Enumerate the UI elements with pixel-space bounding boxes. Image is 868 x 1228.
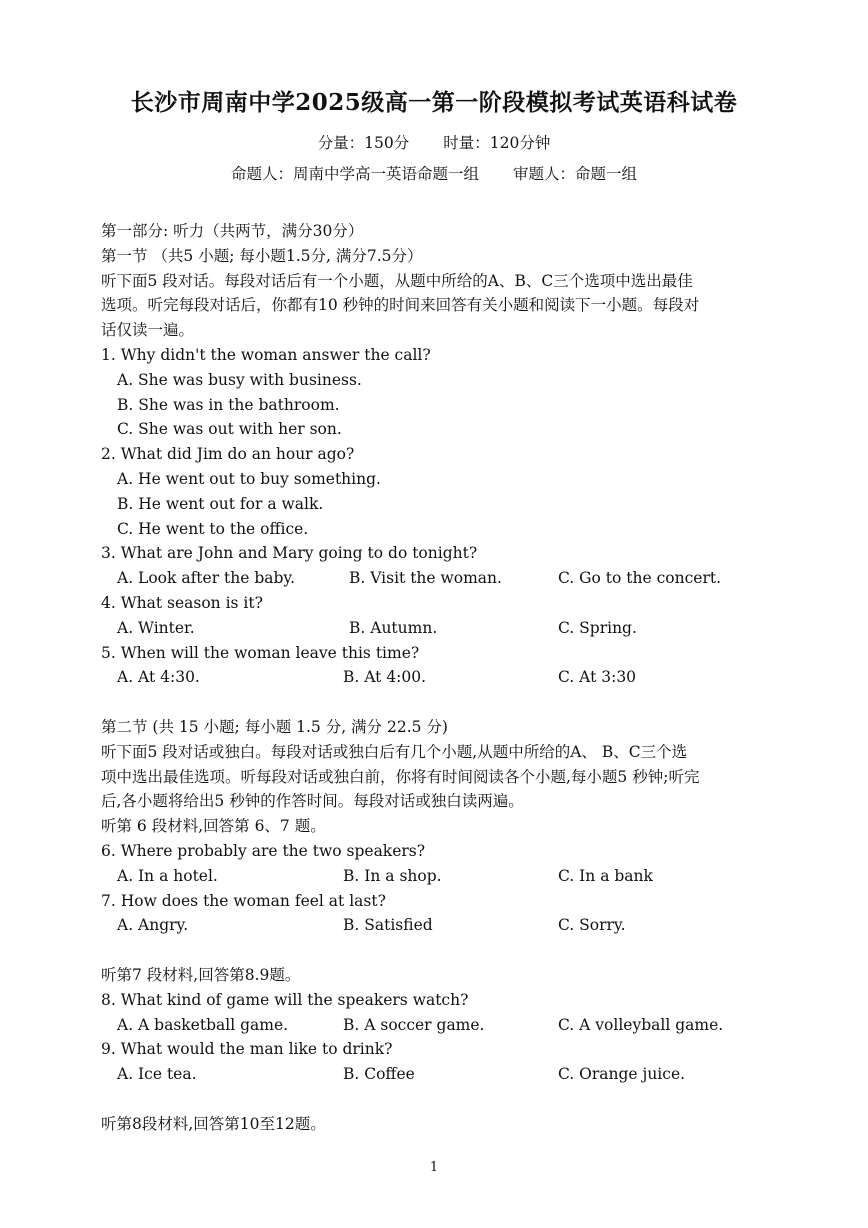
answer-option: B. Coffee [343,1065,415,1084]
exam-title: 长沙市周南中学2025级高一第一阶段模拟考试英语科试卷 [130,89,738,116]
setter-info: 命题人：周南中学高一英语命题一组 [230,165,479,183]
time-info: 时量：120分钟 [443,134,551,152]
question-text: 8. What kind of game will the speakers watch? [101,990,469,1009]
options-row [101,1013,773,1038]
score-info: 分量：150分 [317,134,410,152]
answer-option: A. In a hotel. [117,866,218,885]
question-text: 9. What would the man like to drink? [101,1040,393,1059]
section1-instructions: 选项。听完每段对话后，你都有10 秒钟的时间来回答有关小题和阅读下一小题。每段对 [101,296,700,315]
answer-option: A. At 4:30. [117,668,200,687]
question-text: 5. When will the woman leave this time? [101,643,420,662]
answer-option: B. At 4:00. [343,668,427,687]
material-heading: 听第 6 段材料,回答第 6、7 题。 [101,817,326,836]
answer-option: B. He went out for a walk. [117,494,324,513]
answer-option: C. Orange juice. [558,1065,686,1084]
section1-instructions: 听下面5 段对话。每段对话后有一个小题，从题中所给的A、B、C三个选项中选出最佳 [101,271,693,290]
material-heading: 听第8段材料,回答第10至12题。 [101,1114,326,1133]
options-row [101,566,773,591]
answer-option: C. He went to the office. [117,519,309,538]
answer-option: A. Ice tea. [117,1065,197,1084]
answer-option: C. A volleyball game. [558,1015,724,1034]
answer-option: B. She was in the bathroom. [117,395,340,414]
answer-option: B. Visit the woman. [349,569,502,588]
material-heading: 听第7 段材料,回答第8.9题。 [101,965,301,984]
question-text: 7. How does the woman feel at last? [101,891,386,910]
exam-body [101,219,773,1136]
page-number: 1 [429,1160,439,1175]
answer-option: B. Satisfied [343,916,433,935]
answer-option: B. Autumn. [349,618,438,637]
answer-option: C. Spring. [558,618,637,637]
answer-option: C. She was out with her son. [117,420,342,439]
answer-option: B. In a shop. [343,866,442,885]
options-row [101,616,773,641]
answer-option: C. At 3:30 [558,668,637,687]
section1-instructions: 话仅读一遍。 [101,321,195,340]
options-row [101,665,773,690]
section1-heading: 第一节 （共5 小题; 每小题1.5分, 满分7.5分） [101,246,423,265]
answer-option: A. Angry. [117,916,189,935]
section2-instructions: 听下面5 段对话或独白。每段对话或独白后有几个小题,从题中所给的A、 B、C三个选 [101,742,688,761]
answer-option: C. In a bank [558,866,653,885]
answer-option: C. Sorry. [558,916,626,935]
answer-option: A. He went out to buy something. [117,469,381,488]
section2-instructions: 项中选出最佳选项。听每段对话或独白前，你将有时间阅读各个小题,每小题5 秒钟;听完 [101,767,700,786]
answer-option: A. Look after the baby. [117,569,296,588]
part1-heading: 第一部分: 听力（共两节，满分30分） [101,222,364,240]
exam-meta [0,131,868,153]
options-row [101,913,773,938]
section2-instructions: 后,各小题将给出5 秒钟的作答时间。每段对话或独白读两遍。 [101,792,524,811]
options-row [101,864,773,889]
question-text: 1. Why didn't the woman answer the call? [101,345,431,364]
question-text: 2. What did Jim do an hour ago? [101,445,355,464]
reviewer-info: 审题人：命题一组 [513,165,638,183]
answer-option: B. A soccer game. [343,1015,485,1034]
answer-option: C. Go to the concert. [558,569,722,588]
question-text: 3. What are John and Mary going to do tonight? [101,544,478,563]
answer-option: A. Winter. [117,618,195,637]
question-text: 4. What season is it? [101,593,263,612]
question-text: 6. Where probably are the two speakers? [101,841,426,860]
options-row [101,1062,773,1087]
exam-authors [0,162,868,184]
answer-option: A. She was busy with business. [117,370,362,389]
section2-heading: 第二节 (共 15 小题; 每小题 1.5 分, 满分 22.5 分) [101,717,448,736]
answer-option: A. A basketball game. [117,1015,289,1034]
